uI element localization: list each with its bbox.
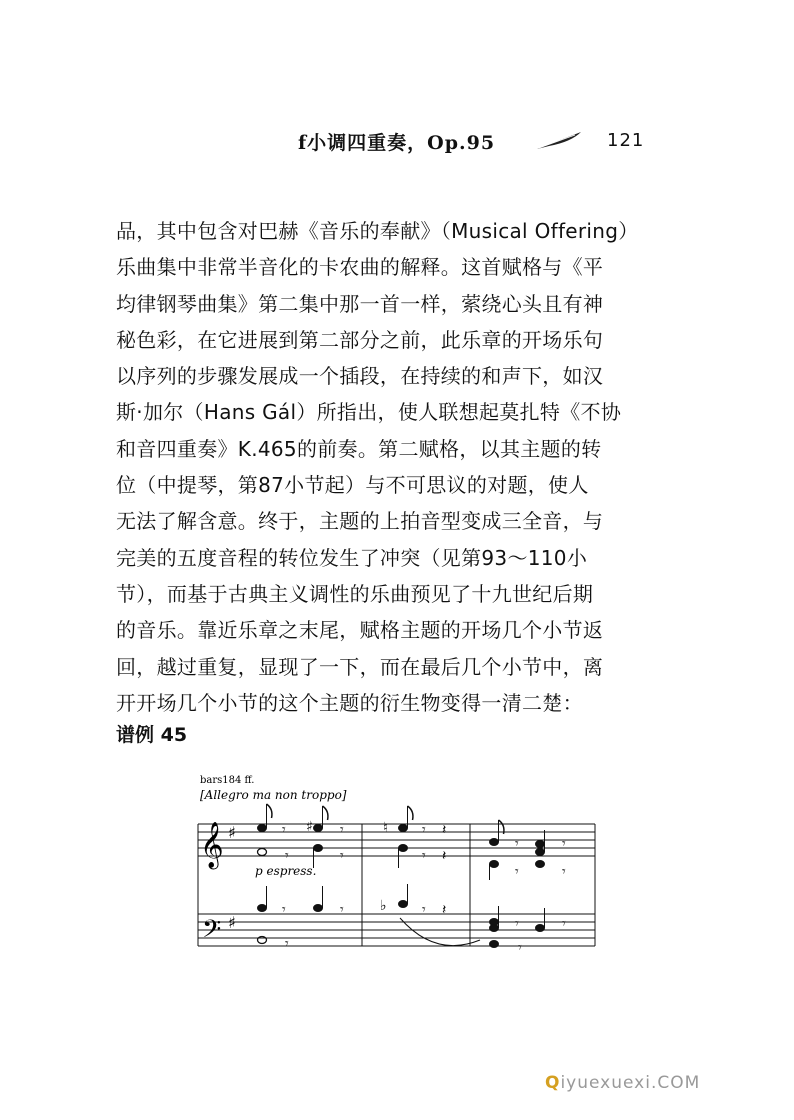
text-line: 节），而基于古典主义调性的乐曲预见了十九世纪后期 xyxy=(116,581,594,606)
text-line: 以序列的步骤发展成一个插段，在持续的和声下，如汉 xyxy=(116,364,604,389)
svg-text:𝄾: 𝄾 xyxy=(515,836,519,852)
dynamic-marking: p espress. xyxy=(255,864,317,878)
bars-label: bars184 ff. xyxy=(200,775,255,786)
bass-rests xyxy=(282,902,566,956)
svg-text:𝄾: 𝄾 xyxy=(340,848,344,864)
text-line: 和音四重奏》K.465的前奏。第二赋格，以其主题的转 xyxy=(116,436,602,461)
key-signature-sharp-icon: ♯ xyxy=(228,913,236,932)
svg-text:𝄾: 𝄾 xyxy=(282,902,286,918)
bass-clef-icon: 𝄢 xyxy=(202,915,222,950)
text-line: 回，越过重复，显现了一下，而在最后几个小节中，离 xyxy=(116,654,604,679)
text-line: 均律钢琴曲集》第二集中那一首一样，萦绕心头且有神 xyxy=(116,291,604,316)
svg-text:𝄾: 𝄾 xyxy=(340,822,344,838)
svg-text:𝄾: 𝄾 xyxy=(515,864,519,880)
text-line: 斯·加尔（Hans Gál）所指出，使人联想起莫扎特《不协 xyxy=(116,400,622,425)
svg-text:𝄾: 𝄾 xyxy=(285,848,289,864)
svg-text:𝄾: 𝄾 xyxy=(422,848,426,864)
svg-text:𝄾: 𝄾 xyxy=(422,822,426,838)
svg-text:𝄾: 𝄾 xyxy=(422,902,426,918)
svg-text:♭: ♭ xyxy=(380,898,387,914)
text-line: 秘色彩，在它进展到第二部分之前，此乐章的开场乐句 xyxy=(116,327,604,352)
page-number: 121 xyxy=(607,130,645,151)
text-line: 品，其中包含对巴赫《音乐的奉献》（Musical Offering） xyxy=(116,219,639,243)
svg-text:𝄾: 𝄾 xyxy=(515,916,519,932)
watermark-logo-letter: Q xyxy=(545,1073,561,1093)
body-paragraph xyxy=(116,213,682,721)
svg-text:𝄽: 𝄽 xyxy=(442,822,447,838)
tempo-marking: [Allegro ma non troppo] xyxy=(200,788,347,802)
text-line: 完美的五度音程的转位发生了冲突（见第93～110小 xyxy=(116,545,588,570)
svg-text:𝄾: 𝄾 xyxy=(562,864,566,880)
site-watermark xyxy=(545,1073,700,1093)
music-score xyxy=(190,768,600,958)
svg-text:𝄾: 𝄾 xyxy=(562,916,566,932)
watermark-text: iyuexuexi.COM xyxy=(560,1073,701,1093)
svg-text:𝄾: 𝄾 xyxy=(340,902,344,918)
svg-text:𝄽: 𝄽 xyxy=(442,902,447,918)
rest-marks xyxy=(282,822,566,880)
running-header xyxy=(0,128,794,158)
text-line: 乐曲集中非常半音化的卡农曲的解释。这首赋格与《平 xyxy=(116,255,604,280)
svg-text:𝄾: 𝄾 xyxy=(518,940,522,956)
svg-text:𝄽: 𝄽 xyxy=(442,848,447,864)
svg-text:𝄾: 𝄾 xyxy=(562,836,566,852)
svg-text:♮: ♮ xyxy=(383,820,389,836)
quill-icon xyxy=(535,130,583,152)
key-signature-sharp-icon: ♯ xyxy=(228,823,236,842)
svg-text:♯: ♯ xyxy=(306,819,313,835)
figure-caption: 谱例 45 xyxy=(116,724,188,746)
svg-text:𝄾: 𝄾 xyxy=(282,822,286,838)
text-line: 开开场几个小节的这个主题的衍生物变得一清二楚： xyxy=(116,690,583,715)
text-line: 位（中提琴，第87小节起）与不可思议的对题，使人 xyxy=(116,473,589,498)
svg-text:𝄾: 𝄾 xyxy=(285,936,289,952)
running-title: f小调四重奏，Op.95 xyxy=(298,132,496,154)
text-line: 的音乐。靠近乐章之末尾，赋格主题的开场几个小节返 xyxy=(116,618,604,643)
text-line: 无法了解含意。终于，主题的上拍音型变成三全音，与 xyxy=(116,509,604,534)
treble-clef-icon: 𝄞 xyxy=(200,822,224,868)
